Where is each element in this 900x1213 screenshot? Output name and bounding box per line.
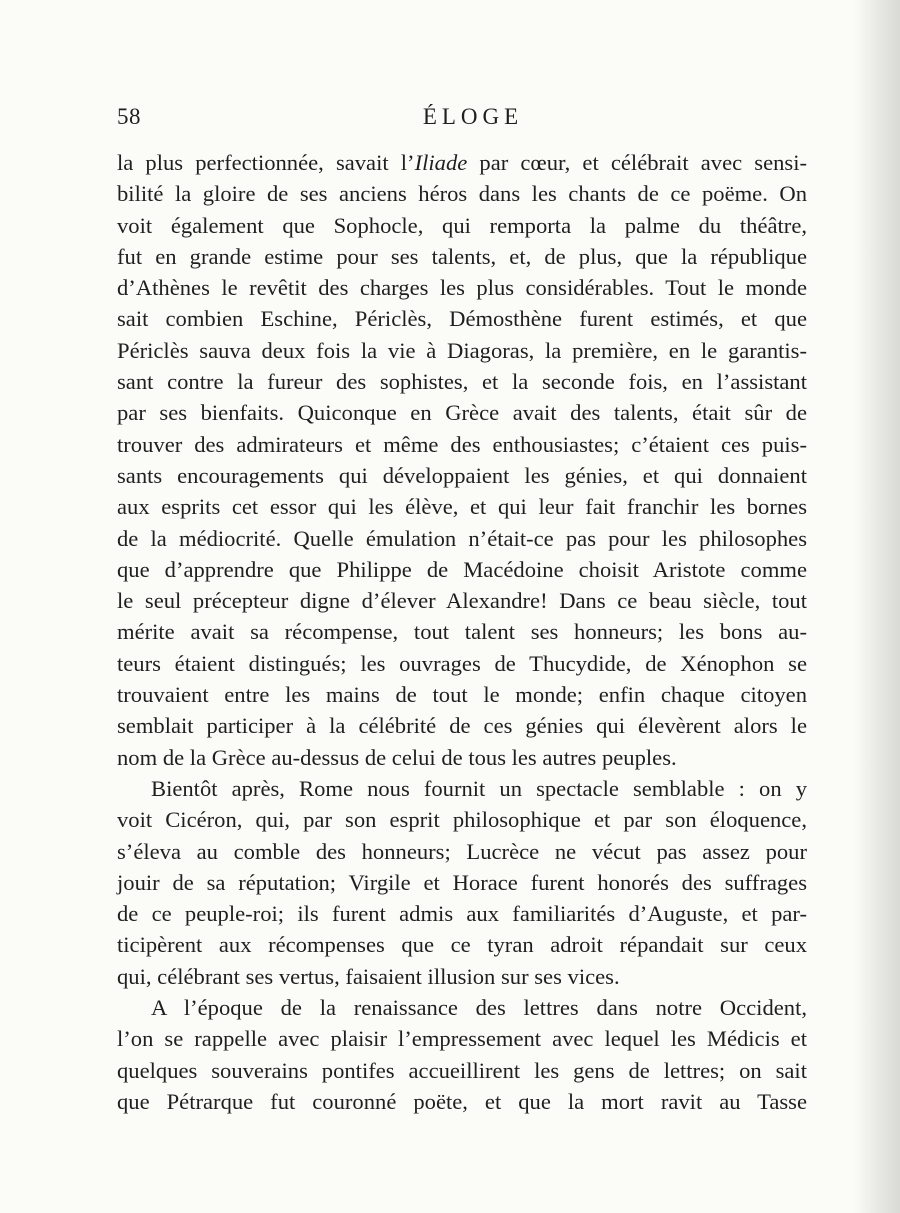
- text-line: A l’époque de la renaissance des lettres dans notre Occident,: [151, 995, 807, 1021]
- paragraph-2: [117, 773, 807, 992]
- text-line: d’Athènes le revêtit des charges les plus considérables. Tout le monde: [117, 275, 807, 301]
- text-line: sait combien Eschine, Périclès, Démosthène furent estimés, et que: [117, 306, 807, 332]
- text-line: voit Cicéron, qui, par son esprit philosophique et par son éloquence,: [117, 807, 807, 833]
- text-line: quelques souverains pontifes accueillirent les gens de lettres; on sait: [117, 1057, 807, 1083]
- text-line: nom de la Grèce au-dessus de celui de tous les autres peuples.: [117, 744, 677, 770]
- text-line: l’on se rappelle avec plaisir l’empressement avec lequel les Médicis et: [117, 1026, 807, 1052]
- text-line: ticipèrent aux récompenses que ce tyran adroit répandait sur ceux: [117, 932, 807, 958]
- italic-title: Iliade: [414, 150, 468, 175]
- body-text: [117, 147, 807, 1117]
- page-edge-shadow: [854, 0, 900, 1213]
- text-line: fut en grande estime pour ses talents, et, de plus, que la république: [117, 243, 807, 269]
- page-header: [117, 104, 807, 140]
- text-line: sant contre la fureur des sophistes, et la seconde fois, en l’assistant: [117, 369, 807, 395]
- text-line: jouir de sa réputation; Virgile et Horace furent honorés des suffrages: [117, 869, 807, 895]
- text-line: trouvaient entre les mains de tout le monde; enfin chaque citoyen: [117, 682, 807, 708]
- page-number: 58: [117, 104, 141, 129]
- text-line: teurs étaient distingués; les ouvrages de Thucydide, de Xénophon se: [117, 650, 807, 676]
- text-line: aux esprits cet essor qui les élève, et qui leur fait franchir les bornes: [117, 494, 807, 520]
- text-line: Périclès sauva deux fois la vie à Diagoras, la première, en le garantis-: [117, 337, 807, 363]
- text-line: la plus perfectionnée, savait l’Iliade par cœur, et célébrait avec sensi-: [117, 150, 807, 175]
- text-line: Bientôt après, Rome nous fournit un spectacle semblable : on y: [151, 775, 807, 801]
- text-line: voit également que Sophocle, qui remporta la palme du théâtre,: [117, 212, 807, 238]
- text-line: de ce peuple-roi; ils furent admis aux familiarités d’Auguste, et par-: [117, 901, 807, 927]
- paragraph-1: [117, 147, 807, 773]
- text-line: s’éleva au comble des honneurs; Lucrèce ne vécut pas assez pour: [117, 838, 807, 864]
- text-line: par ses bienfaits. Quiconque en Grèce avait des talents, était sûr de: [117, 400, 807, 426]
- text-line: mérite avait sa récompense, tout talent ses honneurs; les bons au-: [117, 619, 807, 645]
- text-line: de la médiocrité. Quelle émulation n’était-ce pas pour les philosophes: [117, 525, 807, 551]
- paragraph-3: [117, 992, 807, 1117]
- text-line: sants encouragements qui développaient les génies, et qui donnaient: [117, 462, 807, 488]
- text-line: que Pétrarque fut couronné poëte, et que la mort ravit au Tasse: [117, 1088, 807, 1114]
- running-title: ÉLOGE: [422, 104, 524, 129]
- text-line: semblait participer à la célébrité de ces génies qui élevèrent alors le: [117, 713, 807, 739]
- text-line: que d’apprendre que Philippe de Macédoine choisit Aristote comme: [117, 556, 807, 582]
- text-line: trouver des admirateurs et même des enthousiastes; c’étaient ces puis-: [117, 431, 807, 457]
- text-line: qui, célébrant ses vertus, faisaient illusion sur ses vices.: [117, 963, 620, 989]
- text-line: bilité la gloire de ses anciens héros dans les chants de ce poëme. On: [117, 181, 807, 207]
- text-line: le seul précepteur digne d’élever Alexandre! Dans ce beau siècle, tout: [117, 588, 807, 614]
